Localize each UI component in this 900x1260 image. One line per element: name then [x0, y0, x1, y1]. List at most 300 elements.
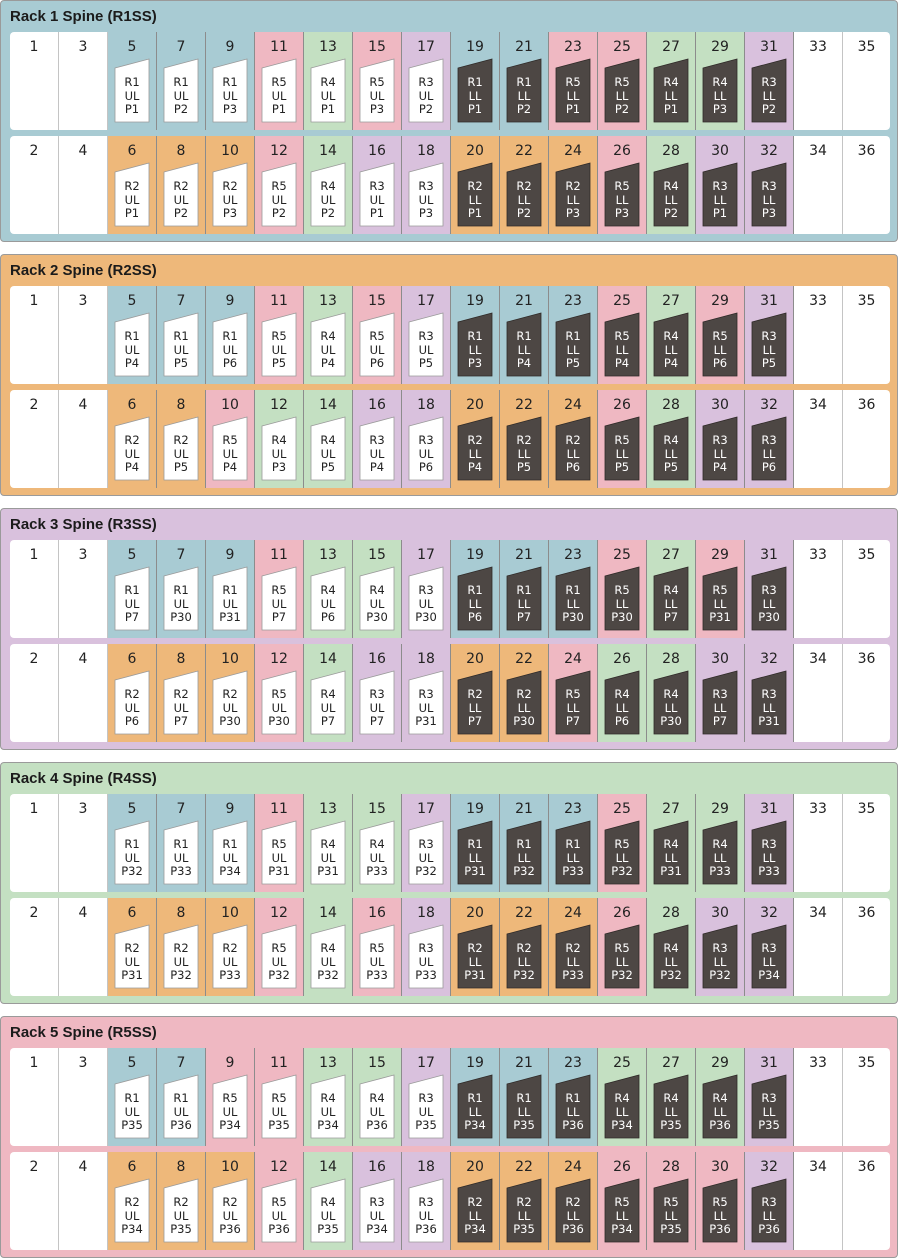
connection-port: P32 [513, 968, 535, 982]
connection-leaf-level: UL [124, 700, 140, 715]
connection-rack: R2 [467, 687, 483, 701]
connection-label [212, 434, 248, 475]
port-number: 6 [127, 397, 137, 413]
connection-leaf-level: LL [468, 954, 482, 969]
connection-port: P33 [562, 864, 584, 878]
connection-port: P35 [317, 1222, 339, 1236]
connection-leaf-level: LL [517, 700, 531, 715]
port-row-even [10, 390, 890, 488]
connection-leaf-level: LL [762, 342, 776, 357]
switch-port-36 [843, 898, 890, 996]
connection-rack: R3 [369, 1195, 385, 1209]
connection-leaf-level: UL [418, 850, 434, 865]
connection-port: P6 [467, 610, 483, 624]
connection-port: P36 [758, 1222, 780, 1236]
port-number: 21 [515, 1055, 533, 1071]
switch-port-32 [745, 644, 794, 742]
switch-port-28 [647, 644, 696, 742]
port-number: 9 [225, 547, 235, 563]
connection-label [212, 1092, 248, 1133]
switch-port-15 [353, 32, 402, 130]
switch-port-12 [255, 1152, 304, 1250]
connection-rack: R4 [320, 941, 336, 955]
connection-leaf-level: UL [369, 596, 385, 611]
connection-label [604, 1092, 640, 1133]
connection-port: P5 [418, 356, 434, 370]
switch-port-32 [745, 898, 794, 996]
connection-label [212, 180, 248, 221]
connection-label [702, 838, 738, 879]
port-number: 4 [78, 1159, 88, 1175]
connection-rack: R3 [418, 837, 434, 851]
connection-label [457, 688, 493, 729]
connection-port: P1 [320, 102, 336, 116]
connection-port: P32 [121, 864, 143, 878]
connection-label [506, 434, 542, 475]
connection-rack: R4 [663, 1091, 679, 1105]
switch-port-30 [696, 136, 745, 234]
connection-label [653, 330, 689, 371]
connection-port: P36 [562, 1118, 584, 1132]
port-number: 2 [29, 651, 39, 667]
connection-leaf-level: UL [222, 850, 238, 865]
connection-port: P31 [121, 968, 143, 982]
port-number: 3 [78, 801, 88, 817]
switch-port-15 [353, 794, 402, 892]
connection-port: P7 [369, 714, 385, 728]
port-row-odd [10, 1048, 890, 1146]
port-row-odd [10, 540, 890, 638]
connection-label [114, 688, 150, 729]
port-number: 24 [564, 397, 582, 413]
port-number: 26 [613, 651, 631, 667]
connection-port: P2 [173, 102, 189, 116]
connection-port: P30 [611, 610, 633, 624]
connection-leaf-level: UL [320, 1104, 336, 1119]
connection-leaf-level: UL [271, 446, 287, 461]
connection-port: P2 [418, 102, 434, 116]
connection-rack: R3 [712, 687, 728, 701]
connection-port: P35 [758, 1118, 780, 1132]
switch-port-2 [10, 1152, 59, 1250]
connection-label [457, 1196, 493, 1237]
connection-leaf-level: LL [664, 1208, 678, 1223]
switch-port-4 [59, 1152, 108, 1250]
switch-port-10 [206, 644, 255, 742]
connection-label [604, 942, 640, 983]
connection-port: P1 [467, 102, 483, 116]
connection-port: P34 [464, 1118, 486, 1132]
switch-port-33 [794, 1048, 843, 1146]
port-number: 31 [760, 1055, 778, 1071]
port-number: 14 [319, 1159, 337, 1175]
connection-label [310, 688, 346, 729]
connection-label [702, 76, 738, 117]
connection-leaf-level: LL [713, 88, 727, 103]
port-number: 32 [760, 905, 778, 921]
connection-leaf-level: LL [615, 88, 629, 103]
connection-port: P1 [271, 102, 287, 116]
connection-label [163, 1092, 199, 1133]
connection-leaf-level: LL [517, 192, 531, 207]
connection-rack: R3 [418, 433, 434, 447]
switch-port-6 [108, 136, 157, 234]
connection-port: P35 [513, 1222, 535, 1236]
connection-rack: R5 [663, 1195, 679, 1209]
port-number: 17 [417, 801, 435, 817]
connection-rack: R2 [565, 1195, 581, 1209]
connection-label [555, 180, 591, 221]
connection-rack: R4 [320, 837, 336, 851]
port-number: 8 [176, 905, 186, 921]
connection-leaf-level: LL [713, 1208, 727, 1223]
switch-port-2 [10, 644, 59, 742]
switch-port-31 [745, 540, 794, 638]
switch-port-15 [353, 540, 402, 638]
connection-label [555, 434, 591, 475]
connection-leaf-level: UL [173, 1104, 189, 1119]
switch-port-8 [157, 898, 206, 996]
connection-leaf-level: UL [222, 1208, 238, 1223]
connection-rack: R2 [173, 941, 189, 955]
switch-port-28 [647, 390, 696, 488]
connection-port: P6 [761, 460, 777, 474]
connection-rack: R5 [369, 75, 385, 89]
connection-port: P5 [516, 460, 532, 474]
connection-port: P32 [268, 968, 290, 982]
port-number: 15 [368, 547, 386, 563]
connection-leaf-level: UL [418, 88, 434, 103]
port-number: 1 [29, 547, 39, 563]
switch-port-35 [843, 794, 890, 892]
connection-port: P5 [761, 356, 777, 370]
connection-label [555, 584, 591, 625]
port-number: 20 [466, 397, 484, 413]
connection-rack: R4 [712, 837, 728, 851]
port-number: 27 [662, 39, 680, 55]
connection-port: P36 [415, 1222, 437, 1236]
connection-rack: R2 [222, 179, 238, 193]
connection-rack: R1 [173, 837, 189, 851]
connection-rack: R5 [271, 329, 287, 343]
connection-leaf-level: LL [566, 446, 580, 461]
connection-leaf-level: UL [320, 850, 336, 865]
port-number: 15 [368, 293, 386, 309]
switch-port-2 [10, 390, 59, 488]
connection-label [212, 942, 248, 983]
connection-rack: R3 [418, 179, 434, 193]
connection-leaf-level: UL [222, 954, 238, 969]
port-number: 7 [176, 39, 186, 55]
port-number: 8 [176, 397, 186, 413]
connection-port: P4 [712, 460, 728, 474]
connection-rack: R4 [369, 583, 385, 597]
switch-port-22 [500, 390, 549, 488]
connection-label [310, 180, 346, 221]
port-number: 16 [368, 905, 386, 921]
connection-rack: R2 [565, 941, 581, 955]
port-number: 16 [368, 1159, 386, 1175]
switch-port-20 [451, 1152, 500, 1250]
connection-port: P6 [320, 610, 336, 624]
port-number: 1 [29, 39, 39, 55]
port-number: 26 [613, 905, 631, 921]
port-number: 6 [127, 651, 137, 667]
connection-port: P4 [663, 356, 679, 370]
port-number: 28 [662, 1159, 680, 1175]
connection-port: P6 [418, 460, 434, 474]
connection-rack: R2 [565, 433, 581, 447]
switch-port-9 [206, 32, 255, 130]
connection-label [359, 942, 395, 983]
switch-port-31 [745, 286, 794, 384]
connection-port: P33 [709, 864, 731, 878]
connection-port: P34 [758, 968, 780, 982]
switch-port-19 [451, 32, 500, 130]
connection-label [457, 584, 493, 625]
port-number: 2 [29, 143, 39, 159]
connection-port: P31 [415, 714, 437, 728]
connection-label [310, 434, 346, 475]
connection-rack: R4 [663, 687, 679, 701]
connection-leaf-level: UL [271, 1208, 287, 1223]
connection-leaf-level: UL [222, 88, 238, 103]
port-number: 4 [78, 397, 88, 413]
connection-port: P34 [219, 1118, 241, 1132]
port-number: 26 [613, 397, 631, 413]
switch-port-19 [451, 1048, 500, 1146]
connection-port: P33 [170, 864, 192, 878]
connection-port: P5 [173, 460, 189, 474]
connection-leaf-level: LL [615, 446, 629, 461]
port-number: 5 [127, 547, 137, 563]
switch-port-15 [353, 286, 402, 384]
connection-rack: R3 [761, 1091, 777, 1105]
port-number: 4 [78, 651, 88, 667]
switch-port-6 [108, 390, 157, 488]
connection-label [506, 330, 542, 371]
connection-label [163, 584, 199, 625]
connection-label [751, 1196, 787, 1237]
connection-label [359, 688, 395, 729]
port-number: 18 [417, 905, 435, 921]
port-row-even [10, 644, 890, 742]
connection-label [555, 838, 591, 879]
connection-port: P31 [660, 864, 682, 878]
port-number: 12 [270, 143, 288, 159]
connection-port: P2 [663, 206, 679, 220]
connection-leaf-level: LL [762, 596, 776, 611]
rack-title: Rack 2 Spine (R2SS) [10, 262, 157, 279]
connection-rack: R3 [369, 179, 385, 193]
switch-port-1 [10, 32, 59, 130]
connection-port: P31 [464, 968, 486, 982]
connection-rack: R4 [369, 837, 385, 851]
port-number: 5 [127, 1055, 137, 1071]
switch-port-5 [108, 286, 157, 384]
connection-leaf-level: LL [468, 1104, 482, 1119]
switch-port-13 [304, 32, 353, 130]
switch-port-27 [647, 286, 696, 384]
switch-port-20 [451, 644, 500, 742]
port-number: 23 [564, 801, 582, 817]
connection-leaf-level: LL [713, 192, 727, 207]
port-number: 13 [319, 293, 337, 309]
port-number: 25 [613, 1055, 631, 1071]
connection-port: P36 [562, 1222, 584, 1236]
rack-title: Rack 3 Spine (R3SS) [10, 516, 157, 533]
switch-port-33 [794, 286, 843, 384]
port-number: 7 [176, 1055, 186, 1071]
connection-label [555, 688, 591, 729]
port-number: 29 [711, 801, 729, 817]
switch-port-24 [549, 390, 598, 488]
port-number: 2 [29, 905, 39, 921]
port-number: 25 [613, 39, 631, 55]
switch-port-20 [451, 898, 500, 996]
switch-port-26 [598, 644, 647, 742]
port-number: 34 [809, 143, 827, 159]
port-number: 29 [711, 547, 729, 563]
switch-port-35 [843, 1048, 890, 1146]
switch-port-25 [598, 32, 647, 130]
connection-rack: R4 [663, 329, 679, 343]
connection-leaf-level: UL [222, 596, 238, 611]
port-number: 2 [29, 1159, 39, 1175]
connection-leaf-level: UL [369, 192, 385, 207]
switch-port-19 [451, 540, 500, 638]
port-number: 18 [417, 1159, 435, 1175]
connection-label [751, 942, 787, 983]
connection-rack: R5 [614, 433, 630, 447]
connection-leaf-level: LL [615, 342, 629, 357]
connection-leaf-level: LL [615, 954, 629, 969]
port-number: 6 [127, 143, 137, 159]
connection-rack: R3 [369, 433, 385, 447]
connection-label [555, 76, 591, 117]
connection-port: P4 [222, 460, 238, 474]
port-number: 21 [515, 39, 533, 55]
connection-port: P3 [614, 206, 630, 220]
port-number: 27 [662, 1055, 680, 1071]
connection-leaf-level: LL [566, 342, 580, 357]
connection-label [310, 1092, 346, 1133]
connection-label [702, 1092, 738, 1133]
connection-rack: R5 [369, 941, 385, 955]
connection-label [604, 330, 640, 371]
connection-rack: R2 [516, 179, 532, 193]
connection-rack: R1 [173, 329, 189, 343]
switch-port-32 [745, 136, 794, 234]
connection-rack: R2 [222, 687, 238, 701]
connection-port: P6 [124, 714, 140, 728]
connection-leaf-level: UL [369, 446, 385, 461]
connection-leaf-level: UL [320, 954, 336, 969]
port-number: 20 [466, 1159, 484, 1175]
connection-rack: R4 [663, 75, 679, 89]
connection-rack: R4 [712, 75, 728, 89]
port-number: 11 [270, 801, 288, 817]
connection-label [506, 838, 542, 879]
switch-port-9 [206, 1048, 255, 1146]
switch-port-24 [549, 1152, 598, 1250]
connection-leaf-level: LL [566, 954, 580, 969]
connection-leaf-level: LL [468, 342, 482, 357]
connection-label [408, 434, 444, 475]
connection-leaf-level: UL [369, 342, 385, 357]
connection-label [653, 688, 689, 729]
connection-label [506, 688, 542, 729]
connection-leaf-level: UL [271, 192, 287, 207]
connection-rack: R3 [418, 583, 434, 597]
connection-leaf-level: UL [124, 1104, 140, 1119]
port-number: 12 [270, 1159, 288, 1175]
port-number: 19 [466, 547, 484, 563]
connection-leaf-level: UL [418, 954, 434, 969]
connection-port: P6 [222, 356, 238, 370]
port-number: 22 [515, 143, 533, 159]
connection-label [457, 942, 493, 983]
port-number: 8 [176, 651, 186, 667]
switch-port-11 [255, 794, 304, 892]
connection-rack: R2 [222, 1195, 238, 1209]
switch-port-9 [206, 794, 255, 892]
connection-label [653, 180, 689, 221]
connection-port: P34 [611, 1222, 633, 1236]
connection-rack: R5 [565, 75, 581, 89]
connection-label [457, 180, 493, 221]
port-number: 9 [225, 801, 235, 817]
connection-leaf-level: LL [566, 1208, 580, 1223]
connection-port: P3 [271, 460, 287, 474]
connection-label [261, 584, 297, 625]
port-number: 10 [221, 905, 239, 921]
switch-port-14 [304, 898, 353, 996]
connection-leaf-level: UL [320, 342, 336, 357]
connection-label [702, 1196, 738, 1237]
connection-port: P34 [317, 1118, 339, 1132]
switch-port-21 [500, 32, 549, 130]
connection-rack: R4 [663, 179, 679, 193]
port-number: 30 [711, 905, 729, 921]
port-number: 32 [760, 651, 778, 667]
connection-port: P30 [758, 610, 780, 624]
port-number: 1 [29, 293, 39, 309]
connection-label [408, 688, 444, 729]
port-number: 23 [564, 293, 582, 309]
connection-label [310, 1196, 346, 1237]
switch-port-23 [549, 794, 598, 892]
connection-label [408, 838, 444, 879]
connection-label [163, 330, 199, 371]
port-row-even [10, 898, 890, 996]
port-number: 18 [417, 651, 435, 667]
connection-port: P36 [219, 1222, 241, 1236]
port-number: 14 [319, 143, 337, 159]
switch-port-24 [549, 136, 598, 234]
port-number: 1 [29, 1055, 39, 1071]
switch-port-7 [157, 1048, 206, 1146]
switch-port-20 [451, 390, 500, 488]
switch-port-5 [108, 794, 157, 892]
connection-port: P7 [516, 610, 532, 624]
port-number: 14 [319, 651, 337, 667]
connection-label [653, 1092, 689, 1133]
switch-port-17 [402, 32, 451, 130]
connection-label [114, 1092, 150, 1133]
connection-rack: R3 [761, 687, 777, 701]
connection-rack: R3 [761, 433, 777, 447]
